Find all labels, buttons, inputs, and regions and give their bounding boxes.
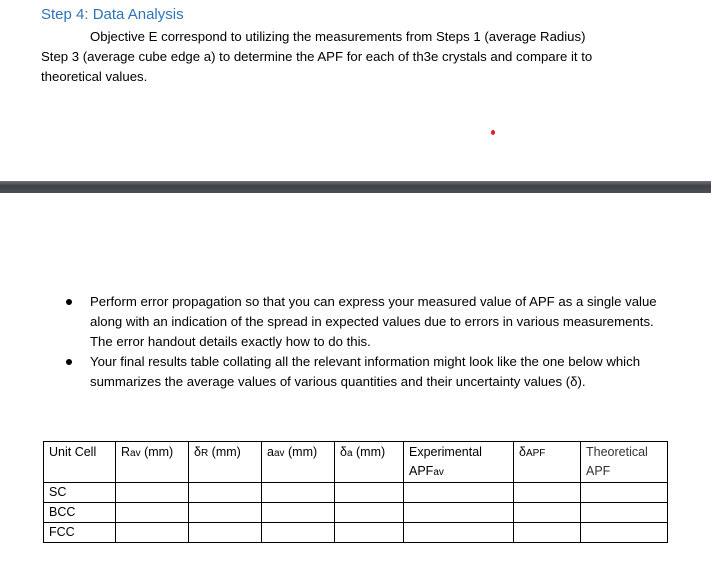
header-delta-a <box>335 442 404 483</box>
theoretical-label: Theoretical <box>586 445 648 459</box>
delta-apf-subscript: APF <box>525 448 546 459</box>
table-cell <box>404 523 514 543</box>
row-label: BCC <box>44 503 116 523</box>
a-subscript: av <box>273 448 285 459</box>
table-cell <box>581 503 668 523</box>
table-row <box>44 523 668 543</box>
table-cell <box>116 483 189 503</box>
table-cell <box>335 483 404 503</box>
header-unit-cell: Unit Cell <box>44 442 116 483</box>
header-delta-r <box>189 442 262 483</box>
apf-subscript: av <box>433 467 444 478</box>
header-a-av <box>262 442 335 483</box>
row-label: FCC <box>44 523 116 543</box>
bullet-text: Your final results table collating all the relevant information might look like the one below which summarizes the average values of various quantities and their uncertainty values (δ). <box>90 354 641 389</box>
delta-r-unit: (mm) <box>208 445 241 459</box>
red-dot-mark <box>491 130 495 135</box>
table-cell <box>262 483 335 503</box>
r-symbol: R <box>121 445 131 459</box>
table-cell <box>116 503 189 523</box>
delta-a-unit: (mm) <box>352 445 386 459</box>
delta-symbol: δ <box>194 445 201 459</box>
table-cell <box>581 523 668 543</box>
paragraph-line-3: theoretical values. <box>41 69 148 84</box>
paragraph-line-1: Objective E correspond to utilizing the measurements from Steps 1 (average Radius) <box>90 29 586 44</box>
table-cell <box>189 503 262 523</box>
bullet-icon <box>66 359 72 365</box>
theoretical-apf-label: APF <box>586 464 611 478</box>
header-experimental-apf <box>404 442 514 483</box>
table-cell <box>335 523 404 543</box>
bullet-icon <box>66 299 72 305</box>
results-table <box>43 441 668 543</box>
experimental-label: Experimental <box>409 445 482 459</box>
a-unit: (mm) <box>284 445 318 459</box>
table-cell <box>116 523 189 543</box>
header-theoretical-apf <box>581 442 668 483</box>
table-cell <box>262 503 335 523</box>
row-label: SC <box>44 483 116 503</box>
table-header-row <box>44 442 668 483</box>
table-row <box>44 483 668 503</box>
apf-label: APF <box>409 464 434 478</box>
delta-a-subscript: a <box>346 448 353 459</box>
page-divider-bar <box>0 181 711 193</box>
r-unit: (mm) <box>140 445 174 459</box>
bullet-item <box>60 292 670 352</box>
bullet-text: Perform error propagation so that you can express your measured value of APF as a single value along with an indication of the spread in expected values due to errors in various measurements. The error handout details exactly how to do this. <box>90 294 657 349</box>
r-subscript: av <box>130 448 141 459</box>
table-cell <box>514 483 581 503</box>
table-cell <box>189 523 262 543</box>
objective-paragraph <box>41 27 681 87</box>
delta-r-subscript: R <box>200 448 209 459</box>
bullet-list <box>60 292 670 392</box>
header-r-av <box>116 442 189 483</box>
header-delta-apf <box>514 442 581 483</box>
delta-symbol: δ <box>340 445 347 459</box>
table-cell <box>262 523 335 543</box>
table-cell <box>189 483 262 503</box>
table-cell <box>335 503 404 523</box>
section-heading: Step 4: Data Analysis <box>41 6 184 23</box>
paragraph-line-2: Step 3 (average cube edge a) to determine the APF for each of th3e crystals and compare it to <box>41 49 593 64</box>
table-cell <box>581 483 668 503</box>
table-cell <box>514 503 581 523</box>
delta-symbol: δ <box>519 445 526 459</box>
table-cell <box>514 523 581 543</box>
table-cell <box>404 503 514 523</box>
table-row <box>44 503 668 523</box>
table-cell <box>404 483 514 503</box>
bullet-item <box>60 352 670 392</box>
a-symbol: a <box>267 445 274 459</box>
